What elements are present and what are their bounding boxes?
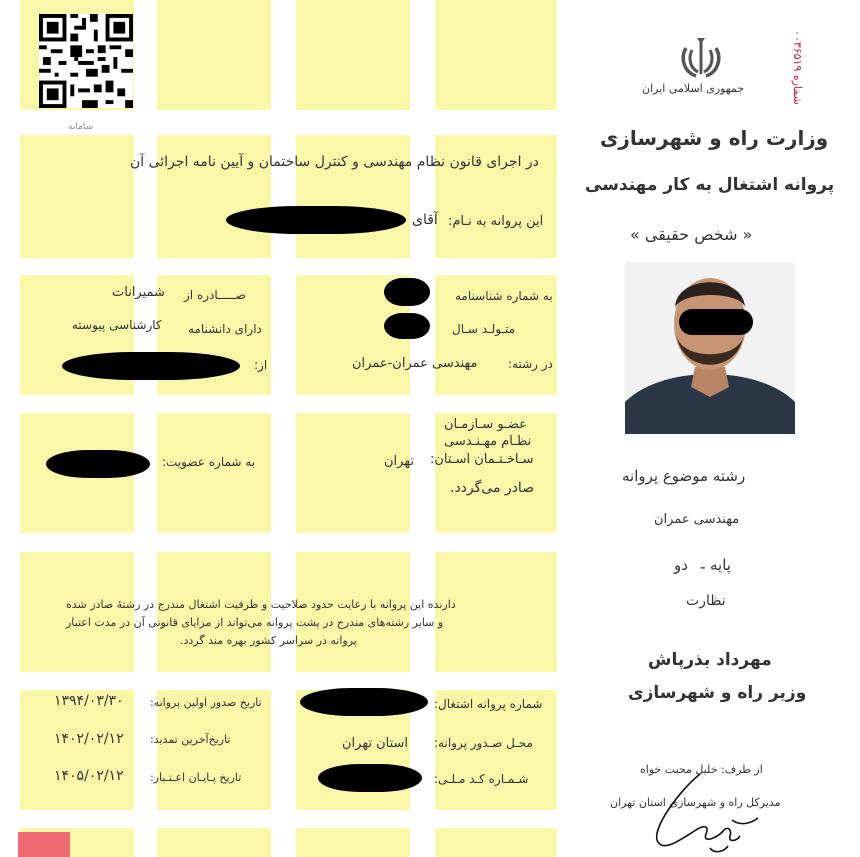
grade-dash: - (700, 558, 706, 576)
notice-line1: دارنده این پروانه با رعایت حدود صلاحیت و ظرفیت اشتغال مندرج در رشتهٔ صادر شده (66, 598, 456, 611)
name-label: این پروانه به نـام: (448, 214, 544, 229)
degree-label: دارای دانشنامه (188, 322, 262, 336)
minister-title: وزیر راه و شهرسازی (628, 683, 807, 703)
last-renew-value: ۱۴۰۲/۰۲/۱۲ (54, 731, 124, 747)
issued-statement: صادر می‌گردد. (450, 480, 535, 496)
scope-value: نظارت (686, 593, 726, 609)
province-value: تهران (384, 454, 414, 469)
qr-caption: سامانه (68, 122, 94, 132)
issued-value: شمیرانات (112, 285, 165, 300)
intro-text: در اجرای قانون نظام مهندسی و کنترل ساختمان و آیین نامه اجرائی آن (130, 154, 539, 170)
expiry-label: تاریخ پـایـان اعـتـبار: (150, 771, 242, 784)
field-value: مهندسی عمران-عمران (352, 356, 478, 371)
issued-label: صـــــادره از (184, 288, 246, 302)
iran-emblem-icon (678, 36, 724, 80)
national-id-label: شـمـاره کـد مـلـی: (434, 772, 529, 786)
name-redaction (226, 206, 406, 234)
name-title: آقای (412, 212, 438, 228)
grade-value: دو (674, 556, 688, 574)
member-no-redaction (46, 450, 150, 478)
license-title: پروانه اشتغال به کار مهندسی (585, 175, 835, 195)
last-renew-label: تاریخ‌آخرین تمدید: (150, 733, 231, 746)
license-no-redaction (300, 688, 428, 716)
director-title: مدیرکل راه و شهرسازی استان تهران (610, 796, 781, 809)
id-label: به شماره شناسنامه (455, 289, 553, 303)
birth-redaction (384, 313, 430, 339)
on-behalf: از طرف: خلیل محبت خواه (640, 763, 763, 776)
minister-name: مهرداد بذرپاش (648, 650, 772, 670)
membership-line3: سـاخـتـمان اسـتان: (430, 452, 534, 467)
subject-heading: رشته موضوع پروانه (622, 467, 746, 485)
member-no-label: به شماره عضویت: (162, 455, 256, 469)
ministry-title: وزارت راه و شهرسازی (600, 126, 829, 150)
signature (640, 770, 780, 857)
grade-label: پایه (710, 556, 731, 574)
membership-line1: عضـو سـازمـان (444, 417, 527, 432)
serial-number: شماره ۰۰۳۶۵۱۹ (791, 30, 804, 105)
degree-value: کارشناسی پیوسته (72, 318, 162, 332)
subject-value: مهندسی عمران (654, 512, 740, 527)
membership-line2: نظـام مهـنـدسی (444, 434, 532, 449)
notice-line3: پروانه در سراسر کشور بهره مند گردد. (180, 634, 357, 647)
national-id-redaction (318, 764, 422, 792)
qr-code (38, 14, 134, 108)
issue-place-value: استان تهران (342, 736, 409, 751)
person-type: « شخص حقیقی » (630, 225, 753, 244)
emblem-caption: جمهوری اسلامی ایران (642, 82, 745, 95)
birth-label: متـولـد سـال (452, 322, 515, 336)
holder-photo (625, 262, 795, 434)
license-no-label: شماره پروانه اشتغال: (434, 697, 543, 711)
notice-line2: و سایر رشته‌های مندرج در پشت پروانه می‌تواند از مزایای قانونی آن در مدت اعتبار (66, 616, 444, 629)
from-redaction (62, 352, 240, 380)
from-label: از: (254, 358, 268, 372)
first-issue-value: ۱۳۹۴/۰۳/۳۰ (54, 693, 124, 709)
issue-place-label: محـل صـدور پروانه: (434, 736, 533, 750)
expiry-value: ۱۴۰۵/۰۲/۱۲ (54, 768, 124, 784)
field-label: در رشته: (508, 357, 553, 371)
first-issue-label: تاریخ صدور اولین پروانه: (150, 696, 262, 709)
id-redaction (384, 278, 430, 306)
